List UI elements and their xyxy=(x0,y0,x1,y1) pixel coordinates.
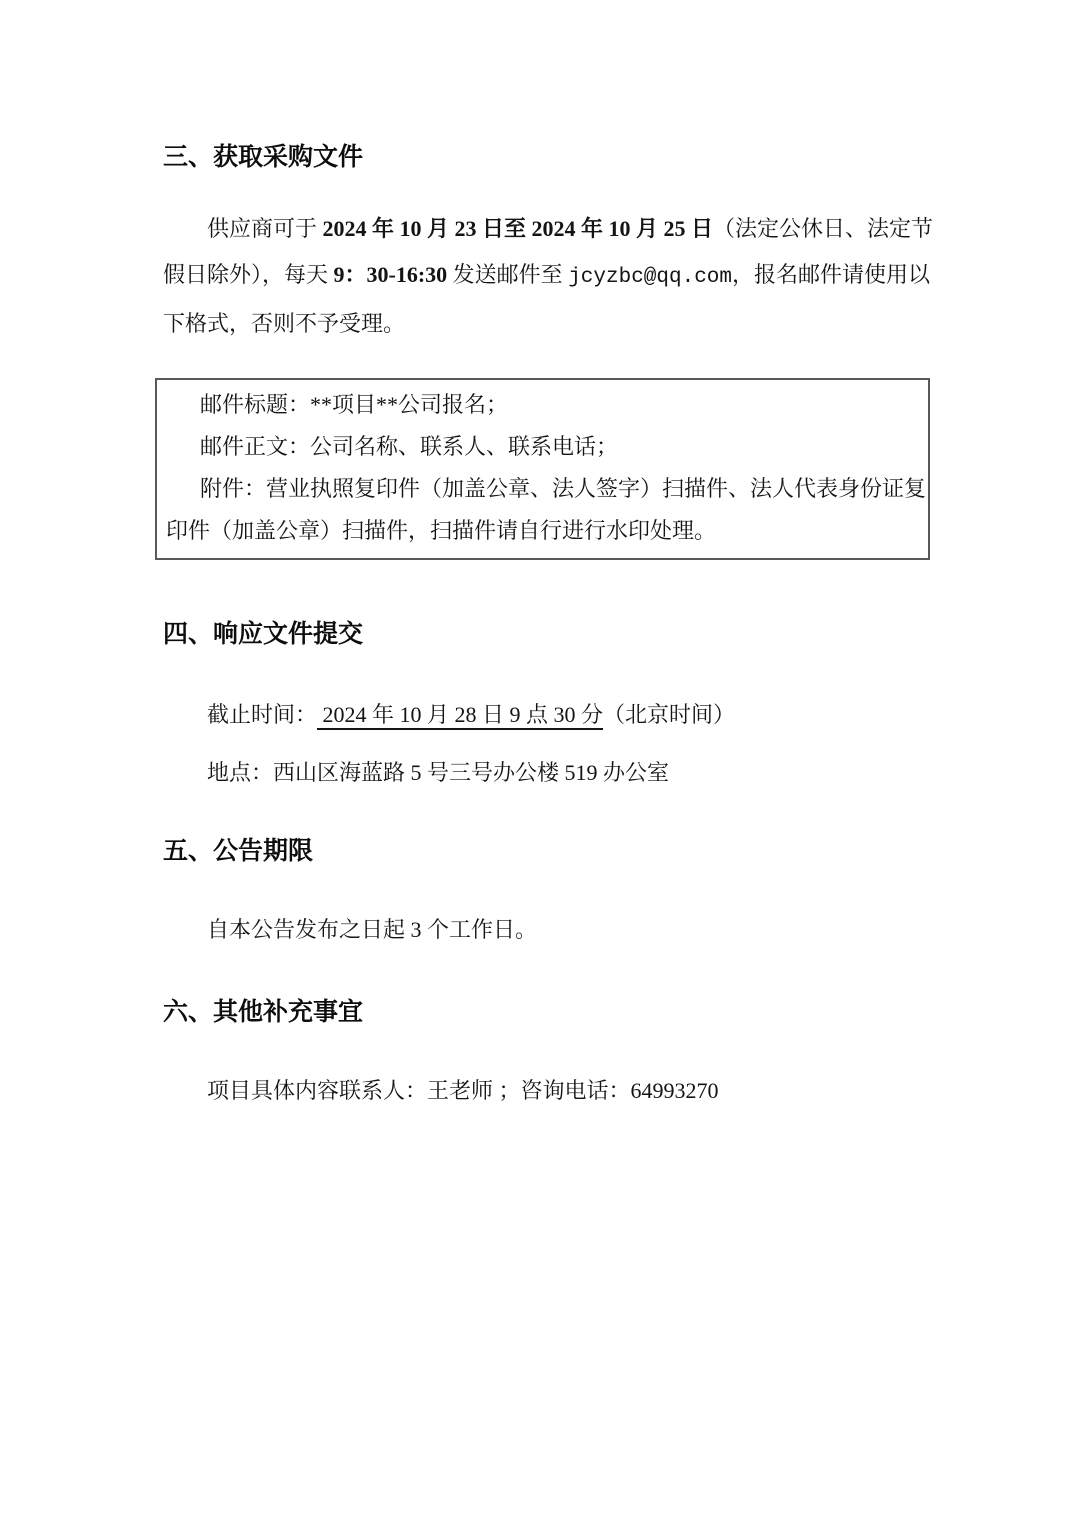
text-run: 假日除外），每天 xyxy=(163,262,334,287)
text-line xyxy=(163,252,933,301)
location-line xyxy=(207,756,669,790)
text-run: （法定公休日、法定节 xyxy=(713,216,934,241)
announcement-period-line: 自本公告发布之日起 3 个工作日。 xyxy=(207,917,538,942)
text-run: （北京时间） xyxy=(603,702,736,727)
text-line xyxy=(207,698,735,732)
text-run: 发送邮件至 xyxy=(447,262,569,287)
text-run: 2024 年 10 月 28 日 9 点 30 分 xyxy=(317,702,604,727)
text-run: ，报名邮件请使用以 xyxy=(732,262,931,287)
text-run: 9：30-16:30 xyxy=(333,262,448,287)
text-line xyxy=(163,206,933,252)
text-run: 印件（加盖公章）扫描件，扫描件请自行进行水印处理。 xyxy=(166,518,717,543)
email-address-text: jcyzbc@qq.com xyxy=(568,266,733,289)
text-run: 邮件标题：**项目**公司报名； xyxy=(200,392,509,417)
section-heading-obtain-documents: 三、获取采购文件 xyxy=(163,143,364,171)
text-run: 邮件正文：公司名称、联系人、联系电话； xyxy=(200,434,619,459)
text-run: 附件：营业执照复印件（加盖公章、法人签字）扫描件、法人代表身份证复 xyxy=(200,476,927,501)
text-line xyxy=(166,468,927,510)
text-line xyxy=(163,301,933,347)
section-heading-submit-documents: 四、响应文件提交 xyxy=(163,620,364,648)
email-format-box xyxy=(155,378,930,560)
text-line xyxy=(166,426,919,468)
text-run: 截止时间： xyxy=(207,702,318,727)
text-run: 供应商可于 xyxy=(207,216,323,241)
text-run: 下格式，否则不予受理。 xyxy=(163,311,406,336)
text-line xyxy=(166,510,919,552)
intro-paragraph xyxy=(163,206,933,347)
section-heading-announcement-period: 五、公告期限 xyxy=(163,837,314,865)
text-run: 2024 年 10 月 23 日至 2024 年 10 月 25 日 xyxy=(322,216,714,241)
text-line xyxy=(166,384,919,426)
section-heading-other-matters: 六、其他补充事宜 xyxy=(163,998,364,1026)
text-run: 地点：西山区海蓝路 5 号三号办公楼 519 办公室 xyxy=(207,760,670,785)
contact-line: 项目具体内容联系人：王老师 ；咨询电话：64993270 xyxy=(207,1078,719,1103)
deadline-line xyxy=(207,698,735,732)
text-line xyxy=(207,756,669,790)
